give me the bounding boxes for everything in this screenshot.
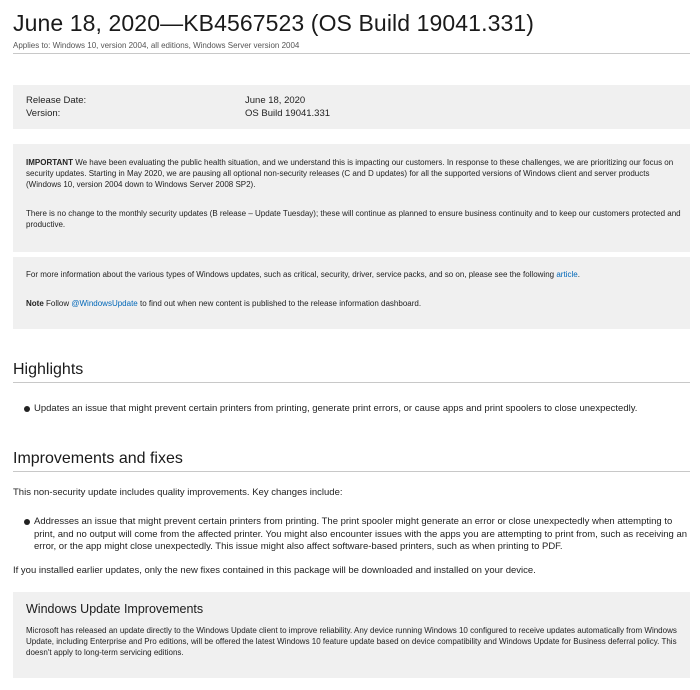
update-types-period: . [577,270,580,279]
improvements-divider [13,471,690,472]
page-title: June 18, 2020—KB4567523 (OS Build 19041.331) [13,10,535,36]
important-label: IMPORTANT [26,158,73,167]
release-date-value: June 18, 2020 [245,95,306,106]
windows-update-improvements-heading: Windows Update Improvements [26,602,204,616]
release-info-panel [13,85,690,129]
info-notice-panel [13,257,690,329]
note-text: to find out when new content is published to the release information dashboard. [139,299,422,308]
bullet-icon [24,519,30,525]
important-notice-panel [13,144,690,252]
update-types-text: For more information about the various types of Windows updates, such as critical, security, driver, service packs, and so on, please see the following [26,270,555,279]
highlights-divider [13,382,690,383]
highlights-heading: Highlights [13,361,84,378]
improvements-heading: Improvements and fixes [13,450,183,467]
important-text: We have been evaluating the public health situation, and we understand this is impacting our customers. In response to these challenges, we are prioritizing our focus on security updates. Starting in May 2020, we are pausing all optional non-security releases (C and D updates) for all the supported versions of Windows client and server products (Windows 10, version 2004 down to Windows Server 2008 SP2). [26,158,674,189]
improvements-intro: This non-security update includes quality improvements. Key changes include: [13,487,343,498]
note-follow-text: Follow [46,299,70,308]
windows-update-improvements-text: Microsoft has released an update directly to the Windows Update client to improve reliability. Any device running Windows 10 configured to receive updates automatically from Windows Update, including Enterprise and Pro editions, will be offered the latest Windows 10 feature update based on device compatibility and Windows Update for Business deferral policy. This doesn't apply to long-term servicing editions. [26,626,677,657]
title-divider [13,53,690,54]
article-link[interactable]: article [556,270,578,279]
note-label: Note [26,299,44,308]
release-date-label: Release Date: [26,95,87,106]
update-types-paragraph [26,269,683,280]
important-paragraph [26,157,683,190]
improvement-item: Addresses an issue that might prevent certain printers from printing. The print spooler might generate an error or close unexpectedly when attempting to print, and no output will come from the affected printer. You might also encounter issues with the apps you are attempting to print from, such as receiving an error, or the app might close unexpectedly. This issue might also affect software-based printers, such as when printing to PDF. [34,516,688,552]
bullet-icon [24,406,30,412]
windowsupdate-link[interactable]: @WindowsUpdate [71,299,138,308]
highlight-item: Updates an issue that might prevent certain printers from printing, generate print errors, or cause apps and print spoolers to close unexpectedly. [34,403,638,414]
improvements-footer: If you installed earlier updates, only the new fixes contained in this package will be downloaded and installed on your device. [13,565,536,576]
version-label: Version: [26,108,61,119]
version-value: OS Build 19041.331 [245,108,331,119]
security-updates-paragraph: There is no change to the monthly security updates (B release – Update Tuesday); these will continue as planned to ensure business continuity and to keep our customers protected and productive. [26,209,681,229]
note-paragraph [26,298,683,309]
applies-to: Applies to: Windows 10, version 2004, all editions, Windows Server version 2004 [13,41,300,50]
windows-update-improvements-panel [13,592,690,678]
